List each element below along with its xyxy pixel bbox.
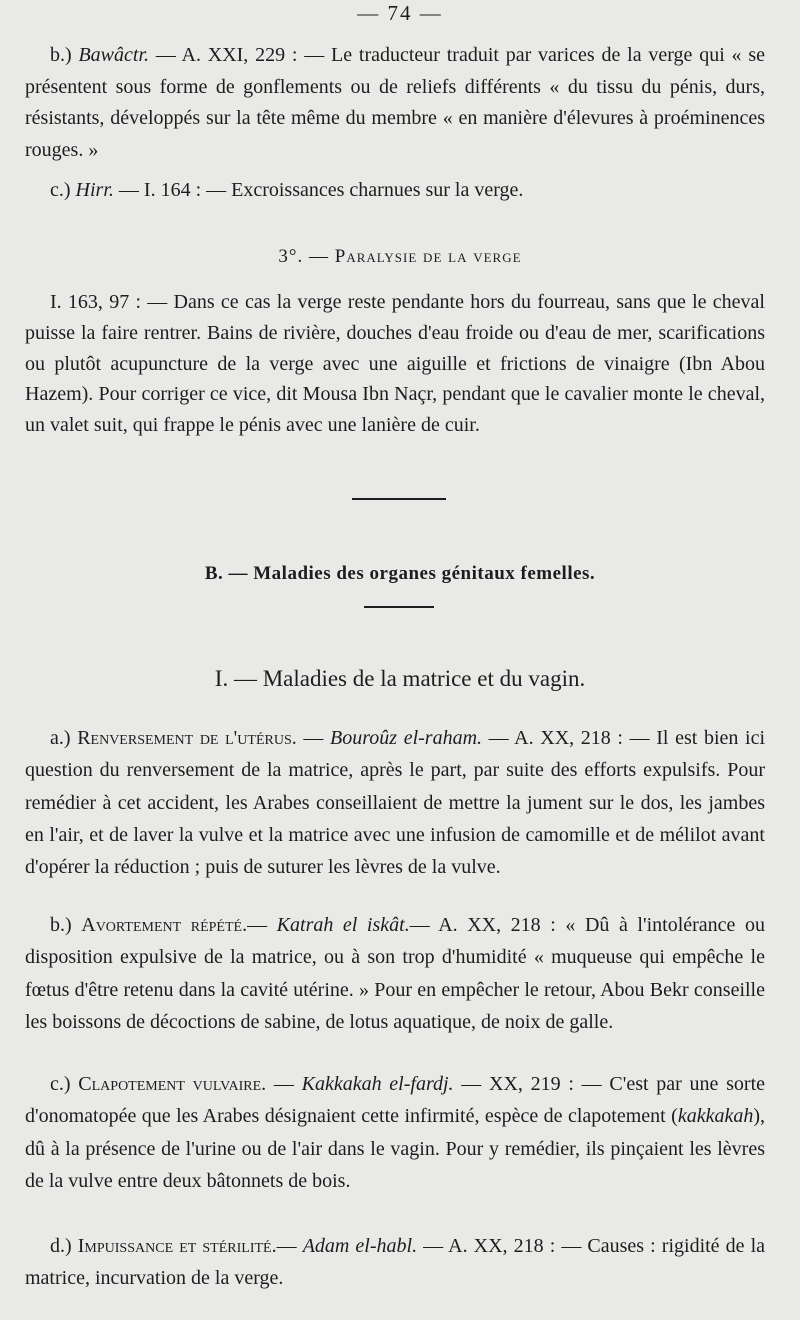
entry-d-impuissance: d.) Impuissance et stérilité.— Adam el-habl. — A. XX, 218 : — Causes : rigidité de la matrice, incurvation de la verge.	[25, 1235, 766, 1290]
term-adam: Adam el-habl.	[302, 1235, 418, 1257]
paralysie-paragraph: I. 163, 97 : — Dans ce cas la verge reste pendante hors du fourreau, sans que le cheval puisse la faire rentrer. Bains de rivière, douches d'eau froide ou d'eau de mer, scarifications ou plutôt acupuncture de la verge avec une aiguille et frictions de vinaigre (Ibn Abou Hazem). Pour corriger ce vice, dit Mousa Ibn Naçr, pendant que le cavalier monte le cheval, un valet suit, qui frappe le pénis avec une lanière de cuir.	[25, 291, 765, 437]
page-number: — 74 —	[357, 1, 443, 25]
term-bawactr: Bawâctr.	[78, 44, 150, 66]
section-heading-paralysie: 3°. — Paralysie de la verge	[278, 246, 522, 267]
section-divider	[352, 498, 446, 500]
entry-c-clapotement: c.) Clapotement vulvaire. — Kakkakah el-fardj. — XX, 219 : — C'est par une sorte d'onomatopée que les Arabes désignaient cette infirmité, espèce de clapotement (kakkakah), dû à la présence de l'urine ou de l'air dans le vagin. Pour y remédier, ils pinçaient les lèvres de la vulve entre deux bâtonnets de bois.	[25, 1073, 766, 1192]
entry-b-avortement: b.) Avortement répété.— Katrah el iskât.— A. XX, 218 : « Dû à l'intolérance ou disposition expulsive de la matrice, ou à son trop d'humidité « muqueuse qui empêche le fœtus d'être retenu dans la cavité utérine. » Pour en empêcher le retour, Abou Bekr conseille les boissons de décoctions de sabine, de lotus aquatique, de noix de galle.	[25, 914, 766, 1033]
term-kakkakah: Kakkakah el-fardj.	[301, 1073, 454, 1095]
section-heading-matrice: I. — Maladies de la matrice et du vagin.	[214, 666, 586, 691]
term-hirr: Hirr.	[75, 179, 114, 201]
entry-c-hirr: c.) Hirr. — I. 164 : — Excroissances charnues sur la verge.	[50, 179, 524, 201]
term-katrah: Katrah el iskât.	[276, 914, 410, 936]
entry-a-renversement: a.) Renversement de l'utérus. — Bouroûz el-raham. — A. XX, 218 : — Il est bien ici question du renversement de la matrice, après le part, par suite des efforts expulsifs. Pour remédier à cet accident, les Arabes conseillaient de mettre la jument sur le dos, les jambes en l'air, et de laver la vulve et la matrice avec une infusion de camomille et de mélilot avant d'opérer la réduction ; puis de suturer les lèvres de la vulve.	[25, 727, 766, 879]
entry-b-bawactr: b.) Bawâctr. — A. XXI, 229 : — Le traducteur traduit par varices de la verge qui « se présentent sous forme de gonflements ou de reliefs différents « du tissu du pénis, durs, résistants, développés sur la tête même du membre « en manière d'élevures à proéminences rouges. »	[25, 44, 766, 161]
section-heading-b: B. — Maladies des organes génitaux femelles.	[204, 563, 596, 584]
heading-underline	[364, 606, 434, 608]
term-bourouz: Bouroûz el-raham.	[330, 727, 483, 749]
